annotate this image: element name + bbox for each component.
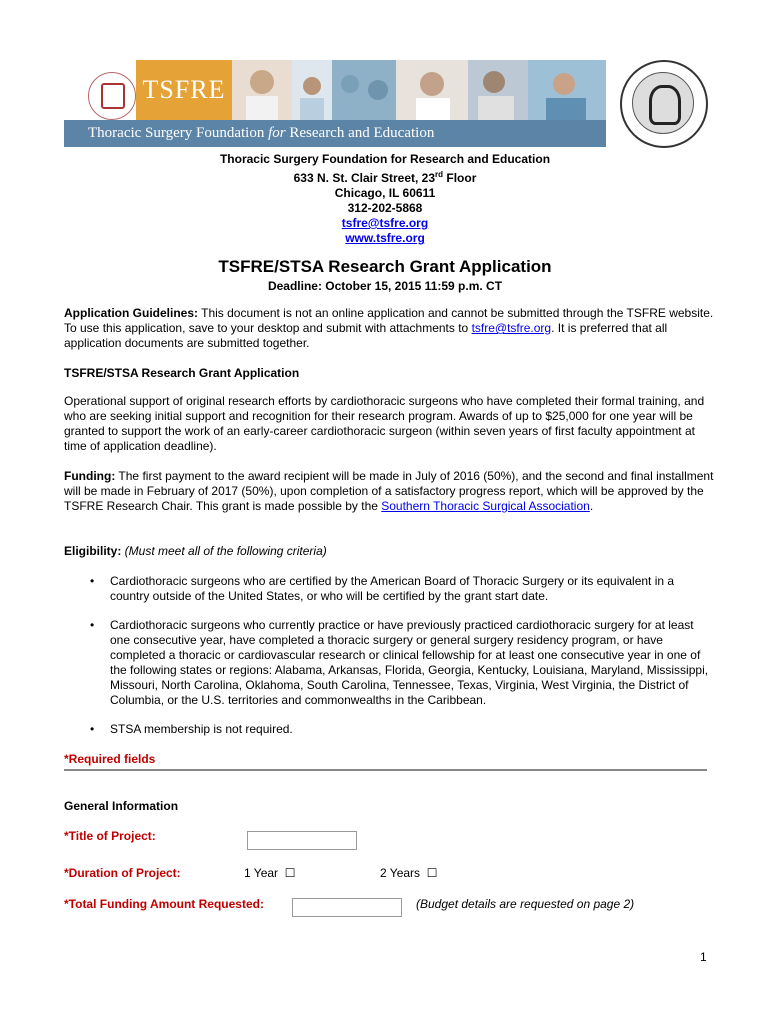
deadline: Deadline: October 15, 2015 11:59 p.m. CT — [267, 279, 503, 293]
org-name: Thoracic Surgery Foundation for Research and Education — [219, 152, 551, 166]
foundation-seal-icon — [88, 72, 136, 120]
duration-2-years-option[interactable]: 2 Years ☐ — [380, 866, 438, 880]
stsa-link[interactable]: Southern Thoracic Surgical Association — [381, 499, 590, 513]
bullet-icon: • — [90, 618, 95, 632]
checkbox-icon[interactable]: ☐ — [284, 866, 296, 880]
bullet-icon: • — [90, 574, 95, 588]
org-street: 633 N. St. Clair Street, 23rd Floor — [293, 170, 477, 185]
org-website-link[interactable]: www.tsfre.org — [345, 231, 425, 245]
eligibility-item: Cardiothoracic surgeons who currently practice or have previously practiced cardiothoracic surgery for at least one consecutive year, have completed a thoracic surgery or general surgery residency program, or have completed a thoracic or cardiovascular research or clinical fellowship for at least one consecutive year in one of the following states or regions: Alabama, Arkansas, Florida, Georgia, Kentucky, Louisiana, Maryland, Mississippi, Missouri, North Carolina, Oklahoma, South Carolina, Tennessee, Texas, Virginia, West Virginia, the District of Columbia, or the U.S. territories and commonwealths in the Caribbean. — [110, 618, 709, 707]
page-number: 1 — [700, 950, 707, 964]
total-funding-label: *Total Funding Amount Requested: — [64, 897, 264, 911]
section-heading: TSFRE/STSA Research Grant Application — [64, 366, 300, 380]
eligibility-item: STSA membership is not required. — [110, 722, 293, 736]
section-divider — [64, 769, 707, 771]
stsa-seal-icon — [620, 60, 708, 148]
page-title: TSFRE/STSA Research Grant Application — [218, 257, 552, 276]
tsfre-banner — [64, 60, 606, 147]
guidelines-email-link[interactable]: tsfre@tsfre.org — [471, 321, 552, 335]
duration-of-project-label: *Duration of Project: — [64, 866, 181, 880]
bullet-icon: • — [90, 722, 95, 736]
tsfre-logo: TSFRE — [136, 60, 232, 120]
title-of-project-label: *Title of Project: — [64, 829, 156, 843]
duration-1-year-option[interactable]: 1 Year ☐ — [244, 866, 296, 880]
banner-photo-strip — [232, 60, 606, 120]
surgeons-photo-collage — [232, 60, 606, 120]
total-funding-input[interactable] — [292, 898, 402, 917]
budget-note: (Budget details are requested on page 2) — [416, 897, 635, 911]
title-of-project-input[interactable] — [247, 831, 357, 850]
grant-overview: Operational support of original research efforts by cardiothoracic surgeons who have completed their formal training, and who are seeking initial support and recognition for their research program. Awards of up to $25,000 for one year will be granted to support the work of an early-career cardiothoracic surgeon (within seven years of first faculty appointment at time of application deadline). — [64, 394, 705, 453]
org-email-link[interactable]: tsfre@tsfre.org — [341, 216, 429, 230]
general-information-heading: General Information — [64, 799, 179, 813]
funding-paragraph: Funding: The first payment to the award recipient will be made in July of 2016 (50%), and the second and final installment will be made in February of 2017 (50%), upon completion of a satisfactory progress report, which will be approved by the TSFRE Research Chair. This grant is made possible by the Southern Thoracic Surgical Association. — [64, 469, 714, 513]
application-guidelines: Application Guidelines: This document is not an online application and cannot be submitted through the TSFRE website. To use this application, save to your desktop and submit with attachments to tsfre@tsfre.org. It is preferred that all application documents are submitted together. — [64, 306, 714, 350]
checkbox-icon[interactable]: ☐ — [426, 866, 438, 880]
eligibility-item: Cardiothoracic surgeons who are certified by the American Board of Thoracic Surgery or its equivalent in a country outside of the United States, or who will be certified by the grant start date. — [110, 574, 675, 603]
eligibility-heading: Eligibility: (Must meet all of the following criteria) — [64, 544, 327, 558]
org-phone: 312-202-5868 — [347, 201, 423, 215]
org-address-block — [0, 152, 770, 246]
banner-foundation-name: Thoracic Surgery Foundation for Research and Education — [64, 120, 606, 147]
required-fields-note: *Required fields — [64, 752, 156, 766]
org-city: Chicago, IL 60611 — [334, 186, 436, 200]
